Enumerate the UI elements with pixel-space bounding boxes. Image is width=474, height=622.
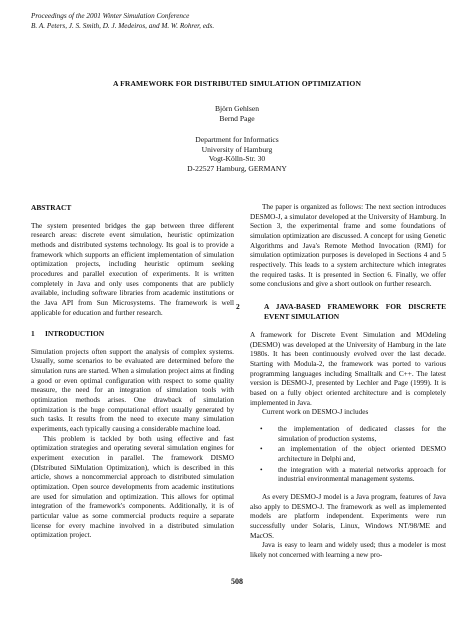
list-item: • the implementation of dedicated classes for the simulation of production systems, <box>260 425 446 443</box>
right-column <box>236 203 446 561</box>
list-item: • the integration with a material networks approach for industrial environmental management systems. <box>260 465 446 484</box>
affiliation-line: University of Hamburg <box>201 144 273 154</box>
java-paragraph: As every DESMO-J model is a Java program, features of Java also apply to DESMO-J. The framework as well as implemented models are platform independent. Experiments were run successfully under Solaris, Linux, Windows NT/98/ME and MacOS. <box>250 492 446 540</box>
desmo-paragraph: A framework for Discrete Event Simulation and MOdeling (DESMO) was developed at the University of Hamburg in the late 1980s. It has been continuously evolved over the last decade. Starting with Modula-2, the framework was ported to various programming languages including Smalltalk and C++. The latest version is DESMO-J, presented by Lechler and Page (1999). It is based on a fully object oriented architecture and is completely implemented in Java. <box>250 331 446 407</box>
java-learn-paragraph: Java is easy to learn and widely used; thus a modeler is most likely not concerned with learning a new pro- <box>250 541 446 559</box>
affiliation-line: Department for Informatics <box>195 135 279 144</box>
organization-paragraph: The paper is organized as follows: The next section introduces DESMO-J, a simulator developed at the University of Hamburg. In Section 3, the experimental frame and some foundations of simulation optimization are discussed. A concept for using Genetic Algorithms and Java's Remote Method Invocation (RMI) for simulation optimization purposes is developed in Sections 4 and 5 respectively. This leads to a system architecture which integrates the required tasks. It is presented in Section 6. Finally, we offer some conclusions and give a short outlook on further research. <box>250 203 446 289</box>
author-name: Björn Gehlsen <box>214 104 260 113</box>
bullet-icon: • <box>260 425 263 433</box>
abstract-text: The system presented bridges the gap between three different research areas: discrete event simulation, heuristic optimization methods and distributed systems technology. Its goal is to provide a framework which supports an efficient implementation of simulation optimization projects, including heuristic optimum seeking procedures and parallel execution of experiments. It is written completely in Java and only uses components that are publicly available, including software libraries from academic institutions or the Java API from Sun Microsystems. The framework is well applicable for education and further research. <box>31 221 234 317</box>
conference-header <box>31 12 214 31</box>
section-number: 2 <box>236 301 240 311</box>
section-title: INTRODUCTION <box>45 329 105 339</box>
author-block <box>0 104 474 123</box>
author-name: Bernd Page <box>219 113 255 123</box>
section-2-heading <box>236 301 446 321</box>
section-title: A JAVA-BASED FRAMEWORK FOR DISCRETE EVENT SIMULATION <box>264 301 446 321</box>
intro-paragraph-1: Simulation projects often support the analysis of complex systems. Usually, some scenarios to be evaluated are determined before the simulation runs are started. When a simulation project aims at finding a good or even optimal configuration with respect to some quality measure, the need for an integration of simulation tools with optimization methods arises. One drawback of simulation optimization is the huge computational effort usually generated by such tasks. It results from the need to execute many simulation experiments, each typically causing a considerable machine load. <box>31 347 234 433</box>
section-number: 1 <box>31 329 35 339</box>
bullet-icon: • <box>260 445 263 454</box>
affiliation-line: Vogt-Kölln-Str. 30 <box>208 154 266 164</box>
left-column <box>31 203 234 541</box>
affiliation-block <box>0 135 474 173</box>
affiliation-line: D-22527 Hamburg, GERMANY <box>187 163 287 173</box>
current-work-line: Current work on DESMO-J includes <box>262 408 369 417</box>
header-line-2: B. A. Peters, J. S. Smith, D. J. Medeiros, and M. W. Rohrer, eds. <box>31 21 215 30</box>
page-number: 508 <box>231 577 243 586</box>
header-line-1: Proceedings of the 2001 Winter Simulation Conference <box>31 12 190 20</box>
list-item: • an implementation of the object oriented DESMO architecture in Delphi and, <box>260 445 446 463</box>
paper-title: A FRAMEWORK FOR DISTRIBUTED SIMULATION OPTIMIZATION <box>112 79 362 88</box>
abstract-heading: ABSTRACT <box>31 203 72 212</box>
section-1-heading <box>31 329 234 339</box>
bullet-list <box>250 425 446 485</box>
intro-paragraph-2: This problem is tackled by both using effective and fast optimization strategies and operating several simulation engines for experiment execution in parallel. The framework DISMO (DIstributed SiMulation Optimization), which is described in this article, shows a noncommercial approach to distributed simulation optimization. Open source developments from academic institutions are used for simulation and optimization. This allows for optimal integration of the framework's components. Additionally, it is of particular value as some commercial products require a separate license for every machine involved in a distributed simulation optimization project. <box>31 434 234 540</box>
bullet-icon: • <box>260 465 263 474</box>
